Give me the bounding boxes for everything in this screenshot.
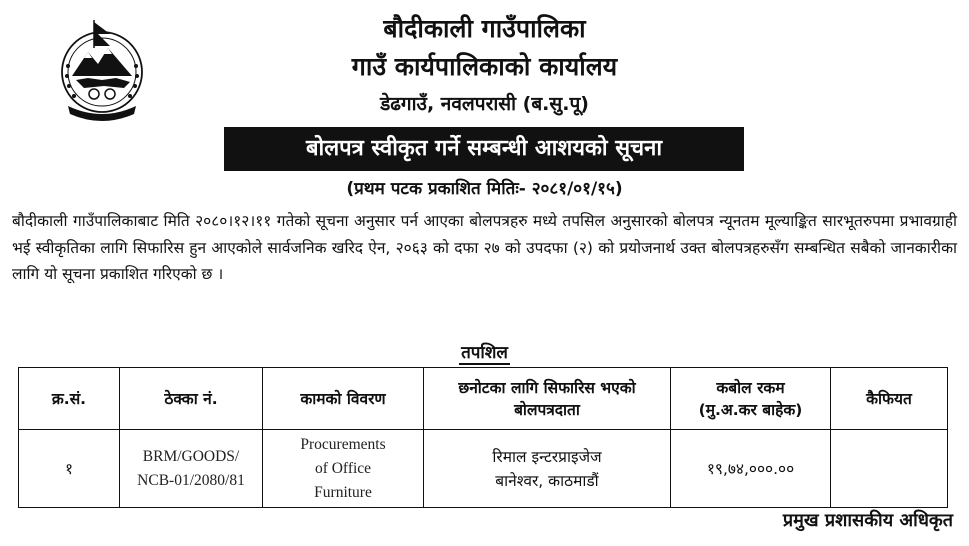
col-header-work-desc: कामको विवरण	[263, 368, 424, 430]
notice-title: बोलपत्र स्वीकृत गर्ने सम्बन्धी आशयको सूचना	[224, 127, 744, 171]
col-header-sn: क्र.सं.	[19, 368, 120, 430]
cell-contract-no	[120, 430, 263, 508]
cell-contract-no-line2: NCB-01/2080/81	[137, 471, 245, 489]
col-header-amount-line2: (मु.अ.कर बाहेक)	[698, 400, 803, 419]
col-header-bidder-line1: छनोटका लागि सिफारिस भएको	[458, 378, 636, 397]
cell-sn: १	[19, 430, 120, 508]
cell-bidder	[424, 430, 671, 508]
table-row	[19, 430, 948, 508]
signatory-title: प्रमुख प्रशासकीय अधिकृत	[782, 510, 953, 531]
col-header-bidder	[424, 368, 671, 430]
cell-work-desc-line2: of Office	[314, 459, 372, 477]
col-header-bidder-line2: बोलपत्रदाता	[514, 400, 580, 419]
office-address: डेढगाउँ, नवलपरासी (ब.सु.पू)	[380, 93, 589, 115]
tapsil-heading-text: तपशिल	[461, 343, 508, 363]
office-name: गाउँ कार्यपालिकाको कार्यालय	[351, 52, 618, 81]
col-header-contract-no: ठेक्का नं.	[120, 368, 263, 430]
col-header-amount	[671, 368, 831, 430]
cell-work-desc-line1: Procurements	[300, 435, 386, 453]
col-header-remarks: कैफियत	[831, 368, 948, 430]
cell-work-desc	[263, 430, 424, 508]
municipality-name: बौदीकाली गाउँपालिका	[383, 14, 586, 43]
cell-amount: १९,७४,०००.००	[671, 430, 831, 508]
cell-bidder-address: बानेश्वर, काठमाडौं	[495, 471, 599, 490]
first-published-date: (प्रथम पटक प्रकाशित मितिः- २०८१/०१/१५)	[346, 179, 623, 199]
tapsil-heading	[0, 340, 969, 363]
col-header-amount-line1: कबोल रकम	[716, 378, 785, 397]
bid-details-table	[18, 367, 948, 508]
notice-body: बौदीकाली गाउँपालिकाबाट मिति २०८०।१२।११ गतेको सूचना अनुसार पर्न आएका बोलपत्रहरु मध्ये तपसिल अनुसारको बोलपत्र न्यूनतम मूल्याङ्कित सारभूतरुपमा प्रभावग्राही भई स्वीकृतिका लागि सिफारिस हुन आएकोले सार्वजनिक खरिद ऐन, २०६३ को दफा २७ को उपदफा (२) को प्रयोजनार्थ उक्त बोलपत्रहरुसँग सम्बन्धित सबैको जानकारीका लागि यो सूचना प्रकाशित गरिएको छ ।	[12, 212, 957, 283]
cell-work-desc-line3: Furniture	[314, 483, 372, 501]
cell-contract-no-line1: BRM/GOODS/	[142, 447, 240, 465]
cell-bidder-name: रिमाल इन्टरप्राइजेज	[492, 447, 602, 466]
cell-remarks	[831, 430, 948, 508]
table-header-row	[19, 368, 948, 430]
